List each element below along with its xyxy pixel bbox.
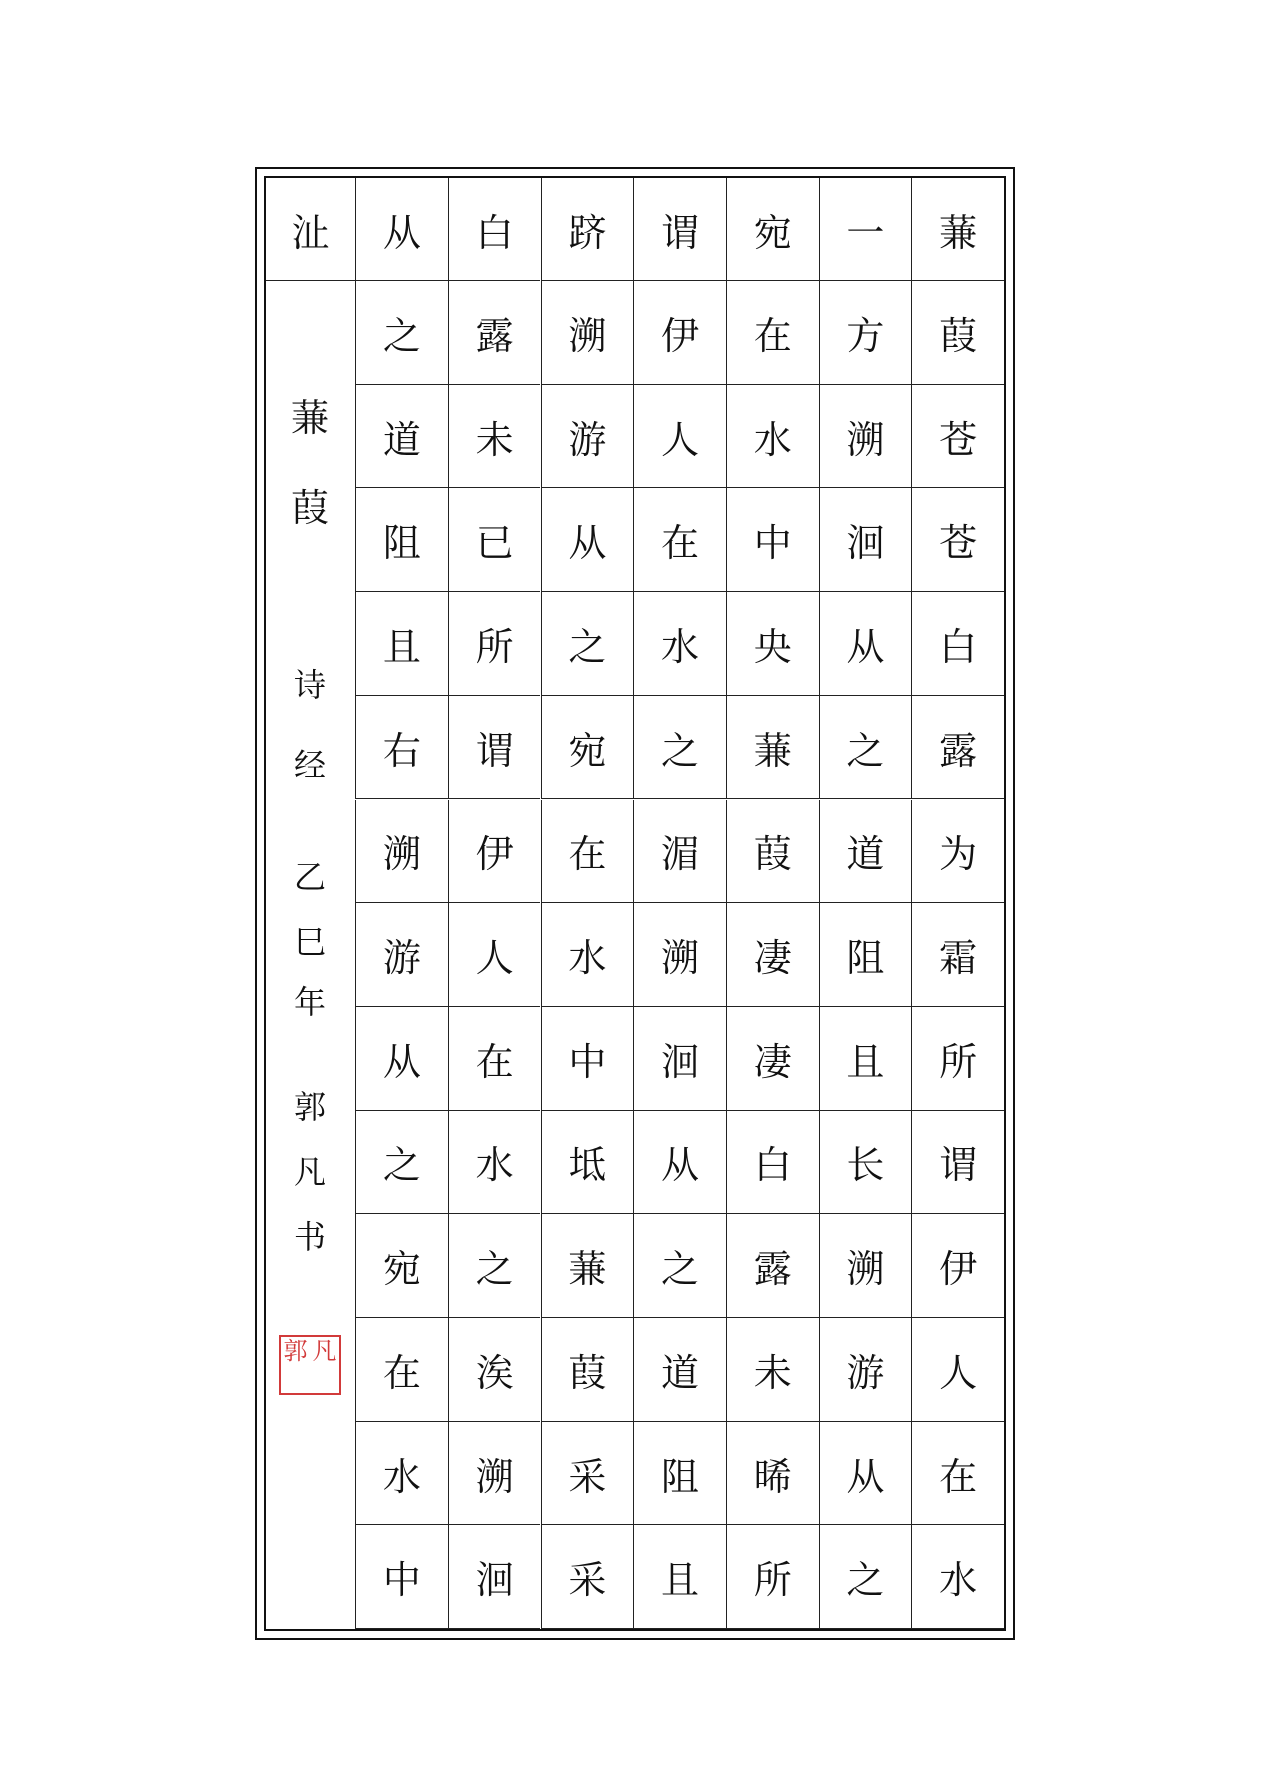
grid-cell: 蒹 [541,1214,634,1318]
grid-cell: 露 [911,696,1004,800]
signature-char: 郭 [293,1088,326,1126]
grid-cell: 阻 [355,488,448,592]
grid-cell: 宛 [355,1214,448,1318]
grid-cell: 伊 [633,281,726,385]
grid-cell: 人 [911,1318,1004,1422]
grid-cell: 且 [633,1525,726,1629]
grid-cell: 苍 [911,385,1004,489]
grid-cell: 露 [448,281,541,385]
grid-cell: 坻 [541,1111,634,1215]
grid-cell: 蒹 [726,696,819,800]
grid-cell: 长 [819,1111,912,1215]
grid-cell: 溯 [541,281,634,385]
grid-cell: 游 [355,903,448,1007]
seal-char [310,1365,339,1393]
grid-cell: 采 [541,1422,634,1526]
grid-cell: 道 [355,385,448,489]
grid-cell: 洄 [448,1525,541,1629]
grid-cell: 中 [726,488,819,592]
grid-cell: 在 [726,281,819,385]
grid-cell: 水 [911,1525,1004,1629]
grid-cell: 水 [355,1422,448,1526]
grid-cell: 凄 [726,903,819,1007]
grid-cell: 水 [633,592,726,696]
grid-cell: 之 [633,1214,726,1318]
signature-char: 蒹 [290,396,329,440]
grid-cell: 晞 [726,1422,819,1526]
grid-cell: 从 [819,592,912,696]
grid-cell: 在 [633,488,726,592]
grid-cell: 伊 [911,1214,1004,1318]
grid-cell: 游 [819,1318,912,1422]
grid-cell: 采 [541,1525,634,1629]
grid-cell: 白 [911,592,1004,696]
signature-char: 凡 [293,1153,326,1191]
grid-cell: 之 [541,592,634,696]
grid-cell: 谓 [448,696,541,800]
grid-cell: 道 [819,800,912,904]
grid-cell: 从 [541,488,634,592]
grid-cell: 苍 [911,488,1004,592]
continuation-cell: 沚 [266,178,355,281]
grid-cell: 人 [448,903,541,1007]
grid-cell: 为 [911,800,1004,904]
grid-cell: 阻 [633,1422,726,1526]
grid-cell: 中 [355,1525,448,1629]
seal-char: 郭 [283,1337,308,1365]
grid-cell: 霜 [911,903,1004,1007]
grid-cell: 阻 [819,903,912,1007]
signature-column [266,281,354,1629]
grid-cell: 方 [819,281,912,385]
grid-cell: 在 [541,800,634,904]
grid-cell: 葭 [911,281,1004,385]
signature-char: 书 [293,1218,326,1256]
grid-cell: 在 [911,1422,1004,1526]
grid-cell: 洄 [819,488,912,592]
grid-cell: 之 [448,1214,541,1318]
grid-cell: 从 [819,1422,912,1526]
grid-cell: 谓 [911,1111,1004,1215]
grid-cell: 湄 [633,800,726,904]
grid-cell: 宛 [541,696,634,800]
grid-cell: 凄 [726,1007,819,1111]
grid-cell: 洄 [633,1007,726,1111]
grid-cell: 水 [726,385,819,489]
grid-cell: 在 [355,1318,448,1422]
grid-cell: 溯 [633,903,726,1007]
signature-char: 诗 [293,666,326,704]
signature-char: 巳 [293,923,326,961]
grid-cell: 之 [355,1111,448,1215]
grid-cell: 从 [633,1111,726,1215]
grid-cell: 谓 [633,178,726,281]
grid-cell: 从 [355,178,448,281]
red-seal-stamp [279,1335,341,1395]
signature-char: 乙 [293,858,326,896]
grid-cell: 溯 [448,1422,541,1526]
grid-cell: 涘 [448,1318,541,1422]
grid-cell: 一 [819,178,912,281]
grid-cell: 中 [541,1007,634,1111]
grid-cell: 白 [726,1111,819,1215]
grid-cell: 水 [448,1111,541,1215]
grid-cell: 露 [726,1214,819,1318]
grid-cell: 在 [448,1007,541,1111]
grid-cell: 之 [633,696,726,800]
signature-char: 葭 [290,486,329,530]
grid-cell: 所 [911,1007,1004,1111]
grid-cell: 宛 [726,178,819,281]
grid-cell: 人 [633,385,726,489]
grid-cell: 溯 [819,385,912,489]
grid-cell: 游 [541,385,634,489]
grid-cell: 所 [726,1525,819,1629]
grid-cell: 从 [355,1007,448,1111]
grid-cell: 之 [819,1525,912,1629]
grid-cell: 葭 [726,800,819,904]
grid-cell: 之 [355,281,448,385]
grid-cell: 水 [541,903,634,1007]
signature-char: 经 [293,746,326,784]
grid-cell: 央 [726,592,819,696]
grid-cell: 溯 [355,800,448,904]
grid-cell: 右 [355,696,448,800]
grid-cell: 溯 [819,1214,912,1318]
grid-cell: 未 [726,1318,819,1422]
seal-char [281,1365,310,1393]
grid-cell: 道 [633,1318,726,1422]
grid-cell: 且 [355,592,448,696]
grid-cell: 未 [448,385,541,489]
grid-cell: 蒹 [911,178,1004,281]
grid-cell: 葭 [541,1318,634,1422]
seal-char: 凡 [312,1337,337,1365]
signature-char: 年 [293,983,326,1021]
grid-cell: 伊 [448,800,541,904]
grid-cell: 白 [448,178,541,281]
grid-cell: 所 [448,592,541,696]
grid-cell: 已 [448,488,541,592]
grid-cell: 之 [819,696,912,800]
grid-cell: 跻 [541,178,634,281]
grid-cell: 且 [819,1007,912,1111]
